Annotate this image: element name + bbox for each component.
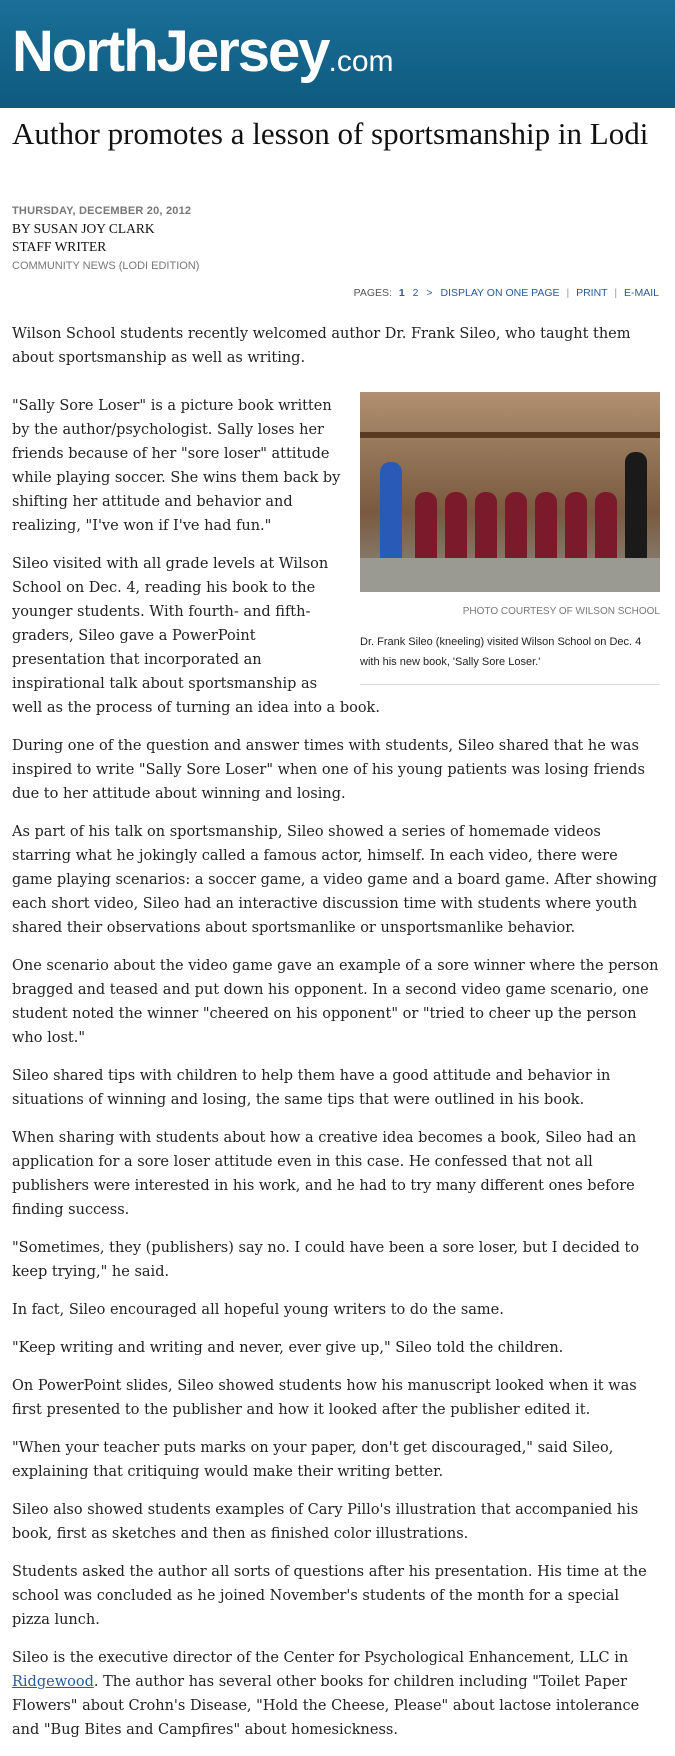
separator: | [614,287,618,299]
photo-person [565,492,587,562]
paragraph: One scenario about the video game gave an example of a sore winner where the person bragged and teased and put down his opponent. In a second video game scenario, one student noted the winner "cheered on his opponent" or "tried to cheer up the person who lost." [12,958,659,1046]
photo-person [475,492,497,562]
masthead [0,0,675,108]
email-link[interactable]: E-MAIL [623,287,659,299]
next-page-link[interactable]: > [426,287,433,299]
photo-person [445,492,467,562]
photo-credit: PHOTO COURTESY OF WILSON SCHOOL [462,606,660,617]
author-role: STAFF WRITER [12,239,107,254]
article-byline: BY SUSAN JOY CLARK [12,221,155,236]
paragraph: In fact, Sileo encouraged all hopeful young writers to do the same. [12,1302,504,1318]
display-one-page-link[interactable]: DISPLAY ON ONE PAGE [440,287,560,299]
article-title: Author promotes a lesson of sportsmanship in Lodi [12,116,649,151]
logo-main: NorthJersey [12,19,329,84]
paragraph: "Sally Sore Loser" is a picture book written by the author/psychologist. Sally loses her friends because of her "sore loser" attitude while playing soccer. She wins them back by shifting her attitude and behavior and realizing, "I've won if I've had fun." [12,398,341,534]
photo-caption: Dr. Frank Sileo (kneeling) visited Wilson School on Dec. 4 with his new book, 'Sally Sore Loser.' [360,636,642,668]
photo-floor [360,558,660,592]
paragraph: Students asked the author all sorts of questions after his presentation. His time at the school was concluded as he joined November's students of the month for a special pizza lunch. [12,1564,647,1628]
paragraph: Sileo visited with all grade levels at Wilson School on Dec. 4, reading his book to the younger students. With fourth- and fifth-graders, Sileo gave a PowerPoint presentation that incorporated an inspirational talk about sportsmanship as well as the process of turning an idea into a book. [12,556,380,716]
article-figure [360,392,660,685]
photo-shelf [360,432,660,438]
article-photo[interactable] [360,392,660,592]
ridgewood-link[interactable]: Ridgewood [12,1674,94,1690]
separator: | [566,287,570,299]
photo-person [415,492,437,562]
photo-person [380,462,402,562]
photo-person [595,492,617,562]
article-body [12,322,660,1756]
paragraph [12,1646,660,1742]
page-1-link[interactable]: 1 [398,287,405,299]
paragraph: Wilson School students recently welcomed author Dr. Frank Sileo, who taught them about sportsmanship as well as writing. [12,326,631,366]
paragraph: "Keep writing and writing and never, ever give up," Sileo told the children. [12,1340,564,1356]
paragraph: Sileo also showed students examples of Cary Pillo's illustration that accompanied his book, first as sketches and then as finished color illustrations. [12,1502,639,1542]
paragraph-text: . The author has several other books for children including "Toilet Paper Flowers" about Crohn's Disease, "Hold the Cheese, Please" about lactose intolerance and "Bug Bites and Campfires" about homesickness. [12,1674,640,1738]
logo-suffix: .com [328,45,394,78]
paragraph: When sharing with students about how a creative idea becomes a book, Sileo had an application for a sore loser attitude even in this case. He confessed that not all publishers were interested in his work, and he had to try many different ones before finding success. [12,1130,637,1218]
paragraph: During one of the question and answer times with students, Sileo shared that he was inspired to write "Sally Sore Loser" when one of his young patients was losing friends due to her attitude about winning and losing. [12,738,645,802]
pages-label: PAGES: [353,287,392,299]
paragraph: As part of his talk on sportsmanship, Sileo showed a series of homemade videos starring what he jokingly called a famous actor, himself. In each video, there were game playing scenarios: a soccer game, a video game and a board game. After showing each short video, Sileo had an interactive discussion time with students where youth shared their observations about sportsmanlike or unsportsmanlike behavior. [12,824,658,936]
paragraph: Sileo shared tips with children to help them have a good attitude and behavior in situations of winning and losing, the same tips that were outlined in his book. [12,1068,611,1108]
page-2-link[interactable]: 2 [412,287,419,299]
photo-person [535,492,557,562]
article-date: THURSDAY, DECEMBER 20, 2012 [12,205,192,217]
print-link[interactable]: PRINT [576,287,608,299]
paragraph-text: Sileo is the executive director of the Center for Psychological Enhancement, LLC in [12,1650,629,1666]
paragraph: "Sometimes, they (publishers) say no. I could have been a sore loser, but I decided to keep trying," he said. [12,1240,640,1280]
photo-person [505,492,527,562]
site-logo[interactable] [12,20,394,94]
photo-person [625,452,647,562]
pagination [354,287,659,299]
paragraph: On PowerPoint slides, Sileo showed students how his manuscript looked when it was first presented to the publisher and how it looked after the publisher edited it. [12,1378,637,1418]
paragraph: "When your teacher puts marks on your paper, don't get discouraged," said Sileo, explaining that critiquing would make their writing better. [12,1440,614,1480]
article-meta [12,205,199,272]
article-edition: COMMUNITY NEWS (LODI EDITION) [12,260,200,272]
